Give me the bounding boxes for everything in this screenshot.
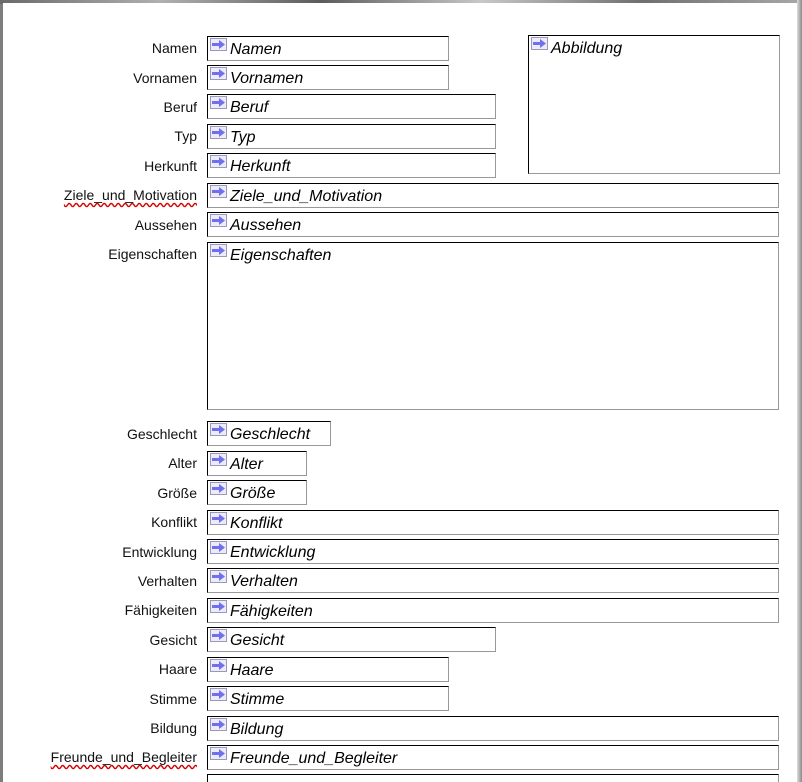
label-beruf: Beruf	[163, 99, 197, 115]
aussehen-field[interactable]	[207, 212, 779, 237]
beruf-placeholder: Beruf	[230, 99, 269, 116]
haare-field[interactable]	[207, 657, 449, 682]
label-typ: Typ	[174, 128, 197, 144]
label-geschlecht: Geschlecht	[126, 426, 197, 442]
alter-placeholder: Alter	[230, 456, 263, 473]
arrow-right-icon	[210, 126, 227, 139]
arrow-right-icon	[210, 629, 227, 642]
bildung-placeholder: Bildung	[230, 721, 284, 738]
stimme-field[interactable]	[207, 686, 449, 711]
ziele-und-motivation-field[interactable]	[207, 183, 779, 208]
label-haare: Haare	[158, 661, 197, 677]
herkunft-placeholder: Herkunft	[230, 158, 291, 175]
konflikt-field[interactable]	[207, 510, 779, 535]
entwicklung-placeholder: Entwicklung	[230, 544, 316, 561]
geschlecht-field[interactable]	[207, 421, 331, 446]
label-entwicklung: Entwicklung	[122, 544, 197, 560]
label-gesicht: Gesicht	[149, 632, 197, 648]
vornamen-placeholder: Vornamen	[230, 70, 304, 87]
namen-field[interactable]	[207, 36, 449, 61]
arrow-right-icon	[210, 185, 227, 198]
gesicht-placeholder: Gesicht	[230, 632, 285, 649]
verhalten-field[interactable]	[207, 568, 779, 593]
label-ziele-und-motivation: Ziele_und_Motivation	[63, 187, 197, 203]
geschlecht-placeholder: Geschlecht	[230, 426, 311, 443]
abbildung-image-field[interactable]	[528, 35, 780, 174]
label-alter: Alter	[168, 455, 197, 471]
label-groesse: Größe	[157, 485, 197, 501]
groesse-placeholder: Größe	[230, 485, 276, 502]
label-freunde-und-begleiter: Freunde_und_Begleiter	[50, 749, 197, 765]
arrow-right-icon	[210, 38, 227, 51]
arrow-right-icon	[210, 600, 227, 613]
arrow-right-icon	[210, 67, 227, 80]
label-bildung: Bildung	[150, 720, 197, 736]
arrow-right-icon	[210, 96, 227, 109]
label-konflikt: Konflikt	[151, 514, 197, 530]
freunde-und-begleiter-field[interactable]	[207, 745, 779, 770]
stimme-placeholder: Stimme	[230, 691, 285, 708]
beruf-field[interactable]	[207, 94, 496, 119]
label-eigenschaften: Eigenschaften	[108, 246, 197, 262]
arrow-right-icon	[210, 718, 227, 731]
alter-field[interactable]	[207, 451, 307, 476]
entwicklung-field[interactable]	[207, 539, 779, 564]
abbildung-placeholder: Abbildung	[551, 40, 623, 57]
gesicht-field[interactable]	[207, 627, 496, 652]
arrow-right-icon	[210, 570, 227, 583]
faehigkeiten-field[interactable]	[207, 598, 779, 623]
label-stimme: Stimme	[149, 691, 197, 707]
next-field-partial[interactable]	[207, 774, 779, 782]
typ-field[interactable]	[207, 124, 496, 149]
konflikt-placeholder: Konflikt	[230, 515, 283, 532]
label-herkunft: Herkunft	[144, 158, 197, 174]
arrow-right-icon	[210, 512, 227, 525]
groesse-field[interactable]	[207, 480, 307, 505]
bildung-field[interactable]	[207, 716, 779, 741]
herkunft-field[interactable]	[207, 153, 496, 178]
vornamen-field[interactable]	[207, 65, 449, 90]
arrow-right-icon	[210, 688, 227, 701]
label-aussehen: Aussehen	[134, 217, 197, 233]
arrow-right-icon	[210, 453, 227, 466]
arrow-right-icon	[210, 747, 227, 760]
arrow-right-icon	[531, 37, 548, 50]
haare-placeholder: Haare	[230, 662, 274, 679]
arrow-right-icon	[210, 659, 227, 672]
arrow-right-icon	[210, 214, 227, 227]
label-faehigkeiten: Fähigkeiten	[124, 602, 197, 618]
arrow-right-icon	[210, 155, 227, 168]
verhalten-placeholder: Verhalten	[230, 573, 298, 590]
vertical-scrollbar-edge[interactable]	[797, 0, 802, 782]
arrow-right-icon	[210, 541, 227, 554]
freunde-und-begleiter-placeholder: Freunde_und_Begleiter	[230, 750, 398, 767]
ziele-und-motivation-placeholder: Ziele_und_Motivation	[230, 188, 383, 205]
label-verhalten: Verhalten	[137, 573, 197, 589]
label-namen: Namen	[151, 40, 197, 56]
namen-placeholder: Namen	[230, 41, 282, 58]
label-vornamen: Vornamen	[133, 70, 197, 86]
arrow-right-icon	[210, 482, 227, 495]
arrow-right-icon	[210, 244, 227, 257]
eigenschaften-textarea[interactable]	[207, 242, 779, 410]
eigenschaften-placeholder: Eigenschaften	[230, 247, 332, 264]
arrow-right-icon	[210, 423, 227, 436]
faehigkeiten-placeholder: Fähigkeiten	[230, 603, 313, 620]
typ-placeholder: Typ	[230, 129, 256, 146]
aussehen-placeholder: Aussehen	[230, 217, 302, 234]
